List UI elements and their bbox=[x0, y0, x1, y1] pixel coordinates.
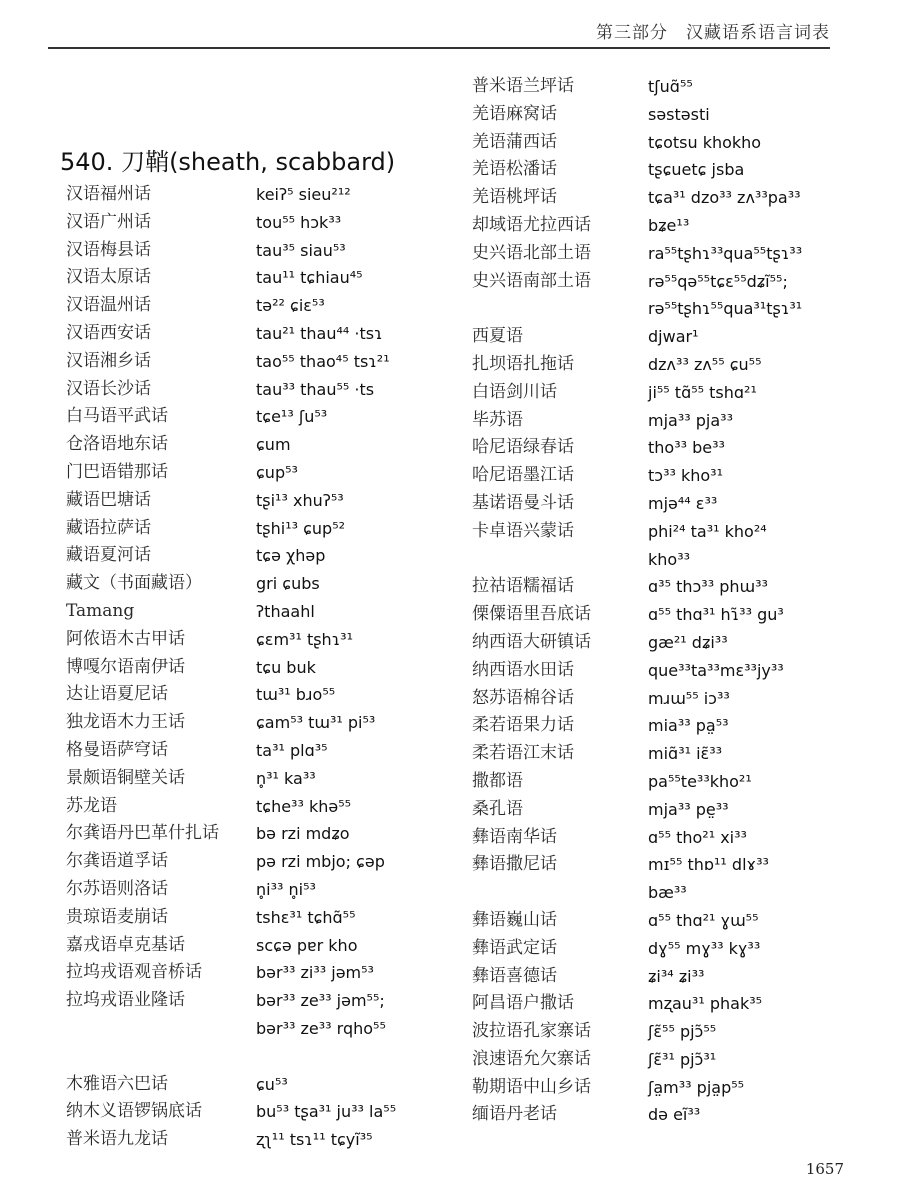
language-name: 白语剑川话 bbox=[472, 381, 557, 402]
language-row bbox=[472, 101, 872, 129]
word-form: dzʌ³³ zʌ⁵⁵ ɕu⁵⁵ bbox=[648, 354, 762, 374]
language-name: 拉坞戎语观音桥话 bbox=[66, 962, 202, 983]
word-form: tɕotsu khokho bbox=[648, 132, 762, 152]
language-name: 撒都语 bbox=[472, 770, 523, 791]
language-name: 博嘎尔语南伊话 bbox=[66, 656, 185, 677]
language-name: 汉语广州话 bbox=[66, 211, 151, 232]
word-form: phi²⁴ ta³¹ kho²⁴ kho³³ bbox=[648, 521, 767, 569]
language-name: 景颇语铜壁关话 bbox=[66, 767, 185, 788]
language-row bbox=[472, 240, 872, 268]
word-form: də eĩ³³ bbox=[648, 1105, 701, 1125]
word-form: mia³³ pa̤⁵³ bbox=[648, 716, 729, 736]
language-row bbox=[472, 990, 872, 1018]
language-name: 彝语撒尼话 bbox=[472, 854, 557, 875]
word-form: ɑ⁵⁵ tho²¹ xi³³ bbox=[648, 827, 747, 847]
left-column bbox=[66, 181, 456, 1154]
word-form: pa⁵⁵te³³kho²¹ bbox=[648, 771, 752, 791]
language-name: 浪速语允欠寨话 bbox=[472, 1048, 591, 1069]
language-row bbox=[66, 237, 456, 265]
word-form: gri ɕubs bbox=[256, 574, 320, 594]
language-name: 羌语桃坪话 bbox=[472, 187, 557, 208]
language-name: 傈僳语里吾底话 bbox=[472, 604, 591, 625]
word-form: tʂhi¹³ ɕup⁵² bbox=[256, 518, 346, 538]
word-form: ra⁵⁵tʂhɿ³³qua⁵⁵tʂɿ³³ bbox=[648, 243, 803, 263]
running-header bbox=[48, 14, 830, 54]
word-form: tao⁵⁵ thao⁴⁵ tsɿ²¹ bbox=[256, 351, 390, 371]
word-form: tau²¹ thau⁴⁴ ·tsɿ bbox=[256, 323, 383, 343]
word-form: ʃɛ̃⁵⁵ pjɔ̃⁵⁵ bbox=[648, 1022, 717, 1042]
language-name: 汉语福州话 bbox=[66, 184, 151, 204]
language-row bbox=[66, 598, 456, 626]
word-form: ɕam⁵³ tɯ³¹ pi⁵³ bbox=[256, 713, 376, 733]
word-form: tɕhe³³ khə⁵⁵ bbox=[256, 796, 352, 816]
language-name: 藏语巴塘话 bbox=[66, 489, 151, 510]
word-form: mja³³ pja³³ bbox=[648, 410, 733, 430]
language-name: 基诺语曼斗话 bbox=[472, 492, 574, 513]
language-row bbox=[66, 959, 456, 987]
word-form: tɕə χhəp bbox=[256, 546, 326, 566]
language-name: 勒期语中山乡话 bbox=[472, 1076, 591, 1097]
language-row bbox=[66, 932, 456, 960]
word-form: ʃa̤m³³ pja̤p⁵⁵ bbox=[648, 1077, 745, 1097]
word-form: ɕup⁵³ bbox=[256, 462, 298, 482]
language-name: 彝语巍山话 bbox=[472, 909, 557, 930]
word-form: tau¹¹ tɕhiau⁴⁵ bbox=[256, 268, 363, 288]
word-form: pə rzi mbjo; ɕəp bbox=[256, 852, 385, 872]
right-column bbox=[472, 73, 872, 1129]
language-row bbox=[472, 462, 872, 490]
language-name: 尔苏语则洛话 bbox=[66, 878, 168, 899]
language-name: 门巴语错那话 bbox=[66, 461, 168, 482]
entry-title: 540. 刀鞘(sheath, scabbard) bbox=[60, 148, 396, 176]
language-row bbox=[472, 907, 872, 935]
word-form: mɪ⁵⁵ thɒ¹¹ dlɤ³³ bæ³³ bbox=[648, 855, 769, 903]
language-row bbox=[472, 712, 872, 740]
language-row bbox=[472, 379, 872, 407]
language-row bbox=[472, 518, 872, 574]
language-name: 西夏语 bbox=[472, 326, 523, 347]
word-form: bər³³ ze³³ jəm⁵⁵; bər³³ ze³³ rqho⁵⁵ bbox=[256, 991, 386, 1038]
language-name: 木雅语六巴话 bbox=[66, 1073, 168, 1094]
word-form: miɑ̃³¹ iɛ̃³³ bbox=[648, 744, 723, 764]
language-name: 汉语西安话 bbox=[66, 322, 151, 343]
language-row bbox=[66, 848, 456, 876]
language-name: 嘉戎语卓克基话 bbox=[66, 934, 185, 955]
word-form: keiʔ⁵ sieu²¹² bbox=[256, 185, 351, 204]
language-name: 羌语麻窝话 bbox=[472, 103, 557, 124]
language-row bbox=[66, 626, 456, 654]
word-form: ji⁵⁵ tɑ̃⁵⁵ tshɑ²¹ bbox=[648, 382, 757, 402]
language-row bbox=[66, 403, 456, 431]
language-row bbox=[66, 515, 456, 543]
language-row bbox=[472, 935, 872, 963]
language-name: 彝语南华话 bbox=[472, 826, 557, 847]
word-form: ɑ⁵⁵ thɑ²¹ ɣɯ⁵⁵ bbox=[648, 910, 759, 930]
word-form: ʑi³⁴ ʑi³³ bbox=[648, 966, 705, 986]
word-form: ʔthaahl bbox=[256, 601, 315, 621]
language-row bbox=[472, 490, 872, 518]
language-row bbox=[472, 740, 872, 768]
language-row bbox=[472, 268, 872, 324]
language-row bbox=[472, 212, 872, 240]
word-form: tɔ³³ kho³¹ bbox=[648, 466, 723, 486]
language-row bbox=[66, 1098, 456, 1126]
word-form: tɕa³¹ dzo³³ zʌ³³pa³³ bbox=[648, 188, 801, 208]
word-form: ʐʅ¹¹ tsɿ¹¹ tɕyĩ³⁵ bbox=[256, 1130, 373, 1150]
language-name: 藏语拉萨话 bbox=[66, 517, 151, 538]
language-row bbox=[66, 765, 456, 793]
word-form: mʐau³¹ phak³⁵ bbox=[648, 994, 763, 1014]
language-name: 波拉语孔家寨话 bbox=[472, 1021, 591, 1042]
language-name: 白马语平武话 bbox=[66, 406, 168, 427]
word-form: ʃɛ̃³¹ pjɔ̃³¹ bbox=[648, 1049, 717, 1069]
language-row bbox=[66, 709, 456, 737]
language-name: 彝语喜德话 bbox=[472, 965, 557, 986]
word-form: dɣ⁵⁵ mɣ³³ kɣ³³ bbox=[648, 938, 761, 958]
language-name: 格曼语萨穹话 bbox=[66, 739, 168, 760]
word-form: n̥i³³ n̥i⁵³ bbox=[256, 879, 316, 899]
language-name: 贵琼语麦崩话 bbox=[66, 906, 168, 927]
word-form: tshɛ³¹ tɕhɑ̃⁵⁵ bbox=[256, 907, 356, 927]
word-form: ɑ⁵⁵ thɑ³¹ hɿ̃³³ gu³ bbox=[648, 605, 784, 625]
language-name: 汉语湘乡话 bbox=[66, 350, 151, 371]
language-row bbox=[66, 459, 456, 487]
language-row bbox=[472, 1046, 872, 1074]
row-spacer bbox=[66, 1043, 456, 1071]
word-form: ɕu⁵³ bbox=[256, 1074, 288, 1094]
word-form: scɕə pɐr kho bbox=[256, 935, 358, 955]
word-form: ta³¹ plɑ³⁵ bbox=[256, 740, 328, 760]
language-name: 毕苏语 bbox=[472, 409, 523, 430]
word-form: tə²² ɕiɛ⁵³ bbox=[256, 296, 325, 316]
word-form: tɕu buk bbox=[256, 657, 316, 677]
word-form: tʂɕuetɕ jsba bbox=[648, 160, 745, 180]
language-row bbox=[66, 292, 456, 320]
language-name: 苏龙语 bbox=[66, 795, 117, 816]
word-form: mɹɯ⁵⁵ iɔ³³ bbox=[648, 688, 730, 708]
language-name: 纳木义语锣锅底话 bbox=[66, 1101, 202, 1122]
language-row bbox=[472, 156, 872, 184]
language-row bbox=[66, 681, 456, 709]
language-name: 扎坝语扎拖话 bbox=[472, 353, 574, 374]
language-name: 普米语九龙话 bbox=[66, 1129, 168, 1150]
language-row bbox=[66, 431, 456, 459]
word-form: tho³³ be³³ bbox=[648, 438, 725, 458]
word-form: tʂi¹³ xhuʔ⁵³ bbox=[256, 490, 344, 510]
language-row bbox=[472, 685, 872, 713]
language-name: 尔龚语道孚话 bbox=[66, 851, 168, 872]
language-name: 仓洛语地东话 bbox=[66, 434, 168, 455]
language-row bbox=[472, 851, 872, 907]
language-row bbox=[472, 601, 872, 629]
running-header-text: 第三部分 汉藏语系语言词表 bbox=[596, 23, 830, 43]
language-name: 哈尼语墨江话 bbox=[472, 465, 574, 486]
language-name: 藏语夏河话 bbox=[66, 545, 151, 566]
language-row bbox=[66, 570, 456, 598]
language-name: 卡卓语兴蒙话 bbox=[472, 520, 574, 541]
page-number: 1657 bbox=[805, 1160, 844, 1178]
language-name: 史兴语南部土语 bbox=[472, 270, 591, 291]
language-row bbox=[66, 1126, 456, 1154]
language-row bbox=[472, 1074, 872, 1102]
word-form: ɕum bbox=[256, 435, 291, 455]
word-form: tau³³ thau⁵⁵ ·ts bbox=[256, 379, 375, 399]
language-name: 达让语夏尼话 bbox=[66, 684, 168, 705]
language-name: 尔龚语丹巴革什扎话 bbox=[66, 823, 219, 844]
language-row bbox=[66, 209, 456, 237]
language-name: 拉坞戎语业隆话 bbox=[66, 990, 185, 1011]
language-name: 柔若语江末话 bbox=[472, 743, 574, 764]
language-name: 纳西语水田话 bbox=[472, 659, 574, 680]
language-name: 桑孔语 bbox=[472, 798, 523, 819]
language-row bbox=[66, 654, 456, 682]
word-form: tɕe¹³ ʃu⁵³ bbox=[256, 407, 328, 427]
language-row bbox=[66, 793, 456, 821]
language-name: 彝语武定话 bbox=[472, 937, 557, 958]
word-form: bʑe¹³ bbox=[648, 215, 690, 235]
word-form: tʃuɑ̃⁵⁵ bbox=[648, 77, 693, 96]
language-name: 柔若语果力话 bbox=[472, 715, 574, 736]
language-name: 却域语尤拉西话 bbox=[472, 214, 591, 235]
language-row bbox=[472, 1101, 872, 1129]
language-row bbox=[66, 264, 456, 292]
language-row bbox=[66, 487, 456, 515]
language-name: 拉祜语糯福话 bbox=[472, 576, 574, 597]
word-form: tou⁵⁵ hɔk³³ bbox=[256, 212, 342, 232]
language-row bbox=[472, 796, 872, 824]
word-form: djwar¹ bbox=[648, 327, 699, 347]
language-name: Tamang bbox=[66, 600, 135, 621]
language-row bbox=[472, 629, 872, 657]
language-row bbox=[66, 181, 456, 209]
language-row bbox=[66, 737, 456, 765]
word-form: ɕɛm³¹ tʂhɿ³¹ bbox=[256, 629, 354, 649]
language-name: 汉语长沙话 bbox=[66, 378, 151, 399]
language-name: 缅语丹老话 bbox=[472, 1104, 557, 1125]
language-row bbox=[472, 434, 872, 462]
language-row bbox=[66, 820, 456, 848]
language-row bbox=[472, 129, 872, 157]
language-row bbox=[472, 323, 872, 351]
word-form: mjə⁴⁴ ɛ³³ bbox=[648, 493, 718, 513]
language-row bbox=[472, 824, 872, 852]
language-row bbox=[472, 73, 872, 101]
language-row bbox=[66, 542, 456, 570]
language-row bbox=[66, 320, 456, 348]
word-form: tɯ³¹ bɹo⁵⁵ bbox=[256, 685, 336, 705]
language-row bbox=[472, 351, 872, 379]
language-name: 藏文（书面藏语） bbox=[66, 573, 202, 594]
language-row bbox=[472, 184, 872, 212]
language-row bbox=[66, 987, 456, 1043]
language-name: 羌语蒲西话 bbox=[472, 131, 557, 152]
language-name: 汉语温州话 bbox=[66, 295, 151, 316]
language-name: 汉语太原话 bbox=[66, 267, 151, 288]
word-form: mja³³ pe̤³³ bbox=[648, 799, 729, 819]
language-name: 羌语松潘话 bbox=[472, 159, 557, 180]
language-row bbox=[472, 407, 872, 435]
language-row bbox=[472, 963, 872, 991]
language-name: 怒苏语棉谷话 bbox=[472, 687, 574, 708]
language-name: 阿昌语户撒话 bbox=[472, 993, 574, 1014]
word-form: səstəsti bbox=[648, 104, 710, 124]
language-row bbox=[472, 657, 872, 685]
word-form: bə rzi mdʑo bbox=[256, 824, 350, 844]
language-row bbox=[66, 348, 456, 376]
language-name: 哈尼语绿春话 bbox=[472, 437, 574, 458]
word-form: rə⁵⁵qə⁵⁵tɕɛ⁵⁵dʑĩ⁵⁵; rə⁵⁵tʂhɿ⁵⁵qua³¹tʂɿ³¹ bbox=[648, 271, 803, 319]
language-name: 汉语梅县话 bbox=[66, 239, 151, 260]
language-name: 独龙语木力王话 bbox=[66, 712, 185, 733]
word-form: bu⁵³ tʂa³¹ ju³³ la⁵⁵ bbox=[256, 1102, 397, 1122]
language-row bbox=[472, 768, 872, 796]
language-name: 阿侬语木古甲话 bbox=[66, 628, 185, 649]
header-rule bbox=[48, 47, 830, 49]
language-row bbox=[472, 573, 872, 601]
language-name: 普米语兰坪话 bbox=[472, 76, 574, 96]
language-row bbox=[66, 904, 456, 932]
language-name: 史兴语北部土语 bbox=[472, 242, 591, 263]
word-form: gæ²¹ dʑi³³ bbox=[648, 632, 728, 652]
language-row bbox=[66, 876, 456, 904]
language-row bbox=[66, 1071, 456, 1099]
language-row bbox=[472, 1018, 872, 1046]
word-form: tau³⁵ siau⁵³ bbox=[256, 240, 346, 260]
language-name: 纳西语大研镇话 bbox=[472, 631, 591, 652]
word-form: que³³ta³³mɛ³³jy³³ bbox=[648, 660, 784, 680]
word-form: n̥³¹ ka³³ bbox=[256, 768, 316, 788]
language-row bbox=[66, 376, 456, 404]
word-form: bər³³ zi³³ jəm⁵³ bbox=[256, 963, 374, 983]
word-form: ɑ³⁵ thɔ³³ phɯ³³ bbox=[648, 577, 768, 597]
